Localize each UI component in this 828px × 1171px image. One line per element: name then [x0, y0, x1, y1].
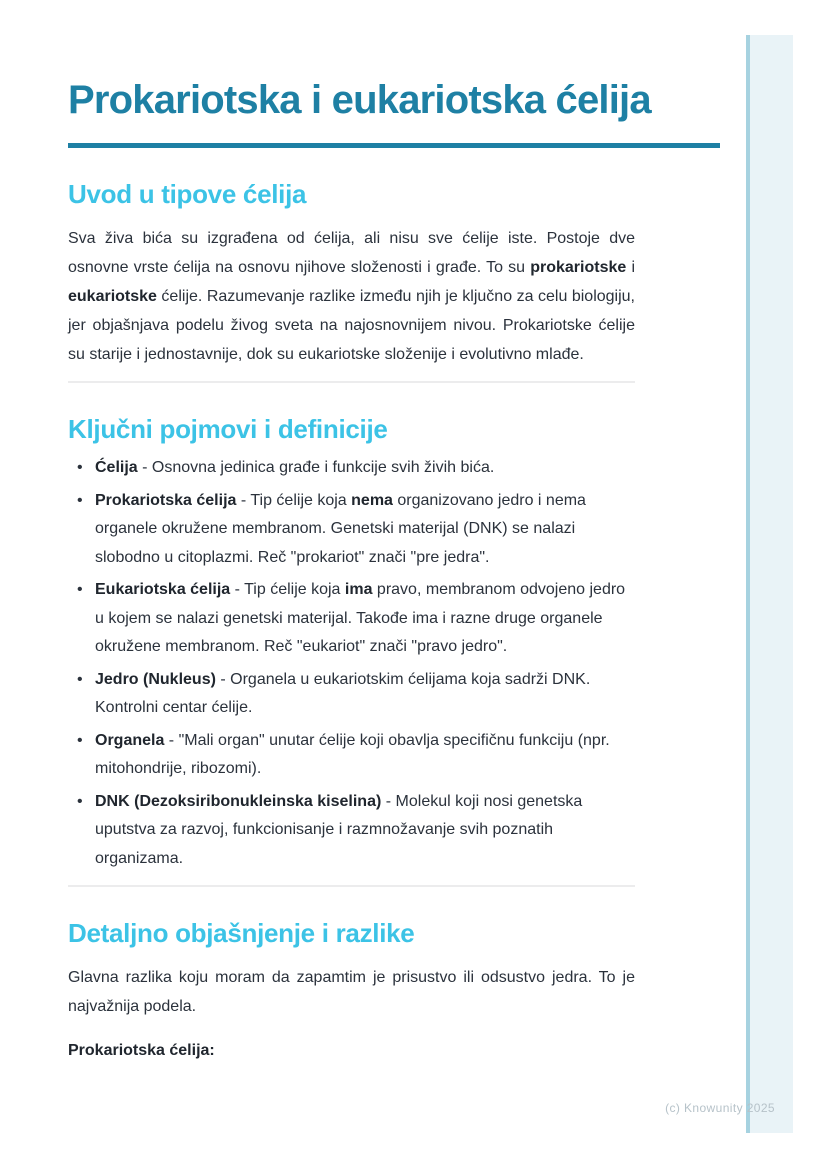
section-heading-details: Detaljno objašnjenje i razlike	[68, 918, 415, 948]
section-intro	[68, 178, 720, 369]
terms-list	[68, 454, 635, 873]
term-item: • Eukariotska ćelija - Tip ćelije koja ima pravo, membranom odvojeno jedro u kojem se nalazi genetski materijal. Takođe ima i razne druge organele okružene membranom. Reč "eukariot" znači "pravo jedro".	[68, 576, 635, 662]
section-terms	[68, 413, 720, 873]
intro-paragraph: Sva živa bića su izgrađena od ćelija, ali nisu sve ćelije iste. Postoje dve osnovne vrste ćelija na osnovu njihove složenosti i građe. To su prokariotske i eukariotske ćelije. Razumevanje razlike između njih je ključno za celu biologiju, jer objašnjava podelu živog sveta na najosnovnijem nivou. Prokariotske ćelije su starije i jednostavnije, dok su eukariotske složenije i evolutivno mlađe.	[68, 230, 635, 363]
page-title: Prokariotska i eukariotska ćelija	[68, 78, 651, 122]
details-sublabel: Prokariotska ćelija:	[68, 1042, 215, 1059]
term-item: • Ćelija - Osnovna jedinica građe i funkcije svih živih bića.	[68, 454, 635, 483]
section-heading-intro: Uvod u tipove ćelija	[68, 179, 307, 209]
title-underline-rule	[68, 143, 720, 148]
term-item: • Organela - "Mali organ" unutar ćelije koji obavlja specifičnu funkciju (npr. mitohondrije, ribozomi).	[68, 727, 635, 784]
page-content	[68, 0, 720, 1065]
section-divider	[68, 885, 635, 887]
term-item: • DNK (Dezoksiribonukleinska kiselina) - Molekul koji nosi genetska uputstva za razvoj, funkcionisanje i razmnožavanje svih poznatih organizama.	[68, 788, 635, 874]
details-paragraph: Glavna razlika koju moram da zapamtim je prisustvo ili odsustvo jedra. To je najvažnija podela.	[68, 969, 635, 1015]
section-divider	[68, 381, 635, 383]
section-heading-terms: Ključni pojmovi i definicije	[68, 414, 388, 444]
decorative-side-stripe	[746, 35, 793, 1133]
term-item: • Jedro (Nukleus) - Organela u eukariotskim ćelijama koja sadrži DNK. Kontrolni centar ćelije.	[68, 666, 635, 723]
term-item: • Prokariotska ćelija - Tip ćelije koja nema organizovano jedro i nema organele okružene membranom. Genetski materijal (DNK) se nalazi slobodno u citoplazmi. Reč "prokariot" znači "pre jedra".	[68, 487, 635, 573]
copyright-watermark: (c) Knowunity 2025	[665, 1101, 775, 1115]
section-details	[68, 917, 720, 1065]
